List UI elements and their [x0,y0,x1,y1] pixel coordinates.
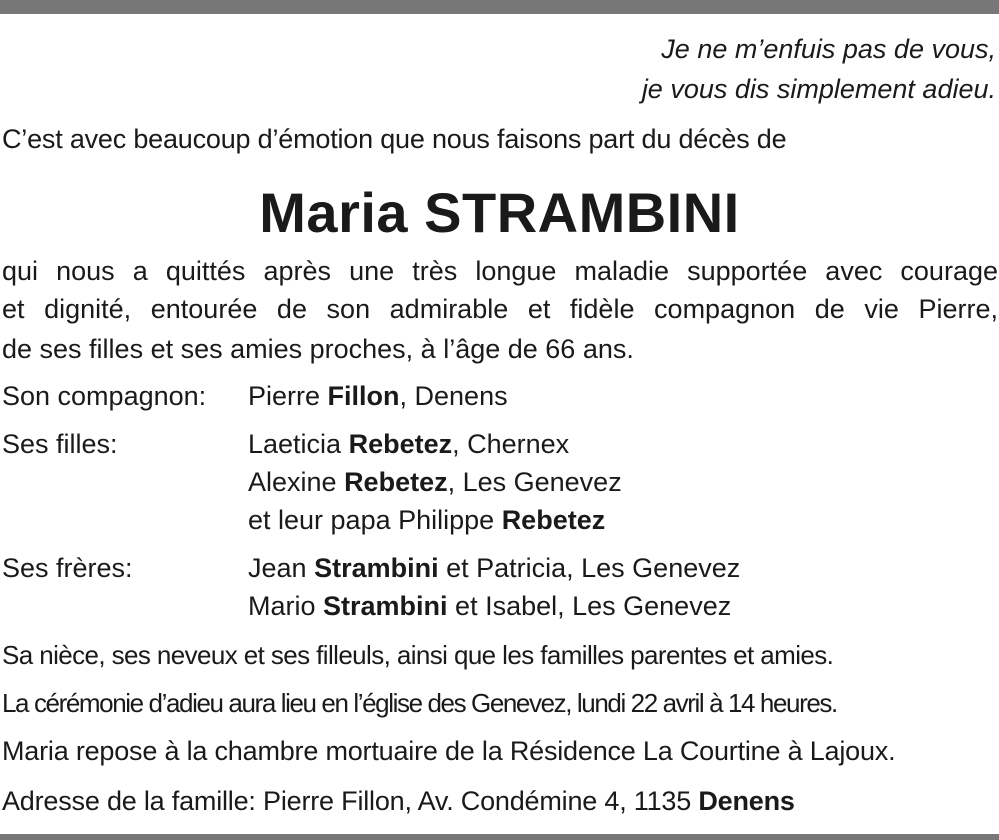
daughter-2-location: , Les Genevez [447,467,622,497]
bio-line-1: qui nous a quittés après une très longue maladie supportée avec courage [2,256,998,286]
daughter-2-last-name: Rebetez [344,467,448,497]
ceremony-line: La cérémonie d’adieu aura lieu en l’église des Genevez, lundi 22 avril à 14 heures. [2,688,837,718]
brother-1-last-name: Strambini [314,553,439,583]
bottom-border-rule [0,834,999,840]
companion-location: , Denens [399,381,508,411]
companion-label: Son compagnon: [2,381,207,411]
daughter-1-location: , Chernex [452,429,570,459]
companion-last-name: Fillon [327,381,400,411]
companion-entry [248,377,508,415]
daughter-1-first-name: Laeticia [248,429,349,459]
brothers-label: Ses frères: [2,553,133,583]
deceased-name: Maria STRAMBINI [259,181,740,244]
brother-1-first-name: Jean [248,553,315,583]
daughter-entry-1 [248,425,569,463]
brother-entry-2 [248,587,731,625]
extended-family-line: Sa nièce, ses neveux et ses filleuls, ainsi que les familles parentes et amies. [2,640,834,670]
brother-2-last-name: Strambini [323,591,448,621]
daughters-father-entry [248,501,605,539]
daughter-2-first-name: Alexine [248,467,345,497]
brother-2-location: et Isabel, Les Genevez [447,591,732,621]
daughter-1-last-name: Rebetez [348,429,453,459]
father-last-name: Rebetez [501,505,606,535]
address-text: Adresse de la famille: Pierre Fillon, Av. Condémine 4, 1135 [2,786,699,816]
father-first-name: et leur papa Philippe [248,505,502,535]
family-address [2,782,795,820]
brother-2-first-name: Mario [248,591,324,621]
repose-line: Maria repose à la chambre mortuaire de la Résidence La Courtine à Lajoux. [2,736,896,766]
epitaph-line-2: je vous dis simplement adieu. [641,74,996,104]
epitaph-line-1: Je ne m’enfuis pas de vous, [661,34,996,64]
bio-line-2: et dignité, entourée de son admirable et fidèle compagnon de vie Pierre, [2,294,998,324]
daughters-label: Ses filles: [2,429,118,459]
announcement-intro: C’est avec beaucoup d’émotion que nous faisons part du décès de [2,124,787,154]
companion-first-name: Pierre [248,381,328,411]
daughter-entry-2 [248,463,622,501]
top-border-rule [0,0,999,14]
address-town: Denens [698,786,795,816]
brother-1-location: et Patricia, Les Genevez [438,553,741,583]
brother-entry-1 [248,549,740,587]
bio-line-3: de ses filles et ses amies proches, à l’âge de 66 ans. [2,334,634,364]
